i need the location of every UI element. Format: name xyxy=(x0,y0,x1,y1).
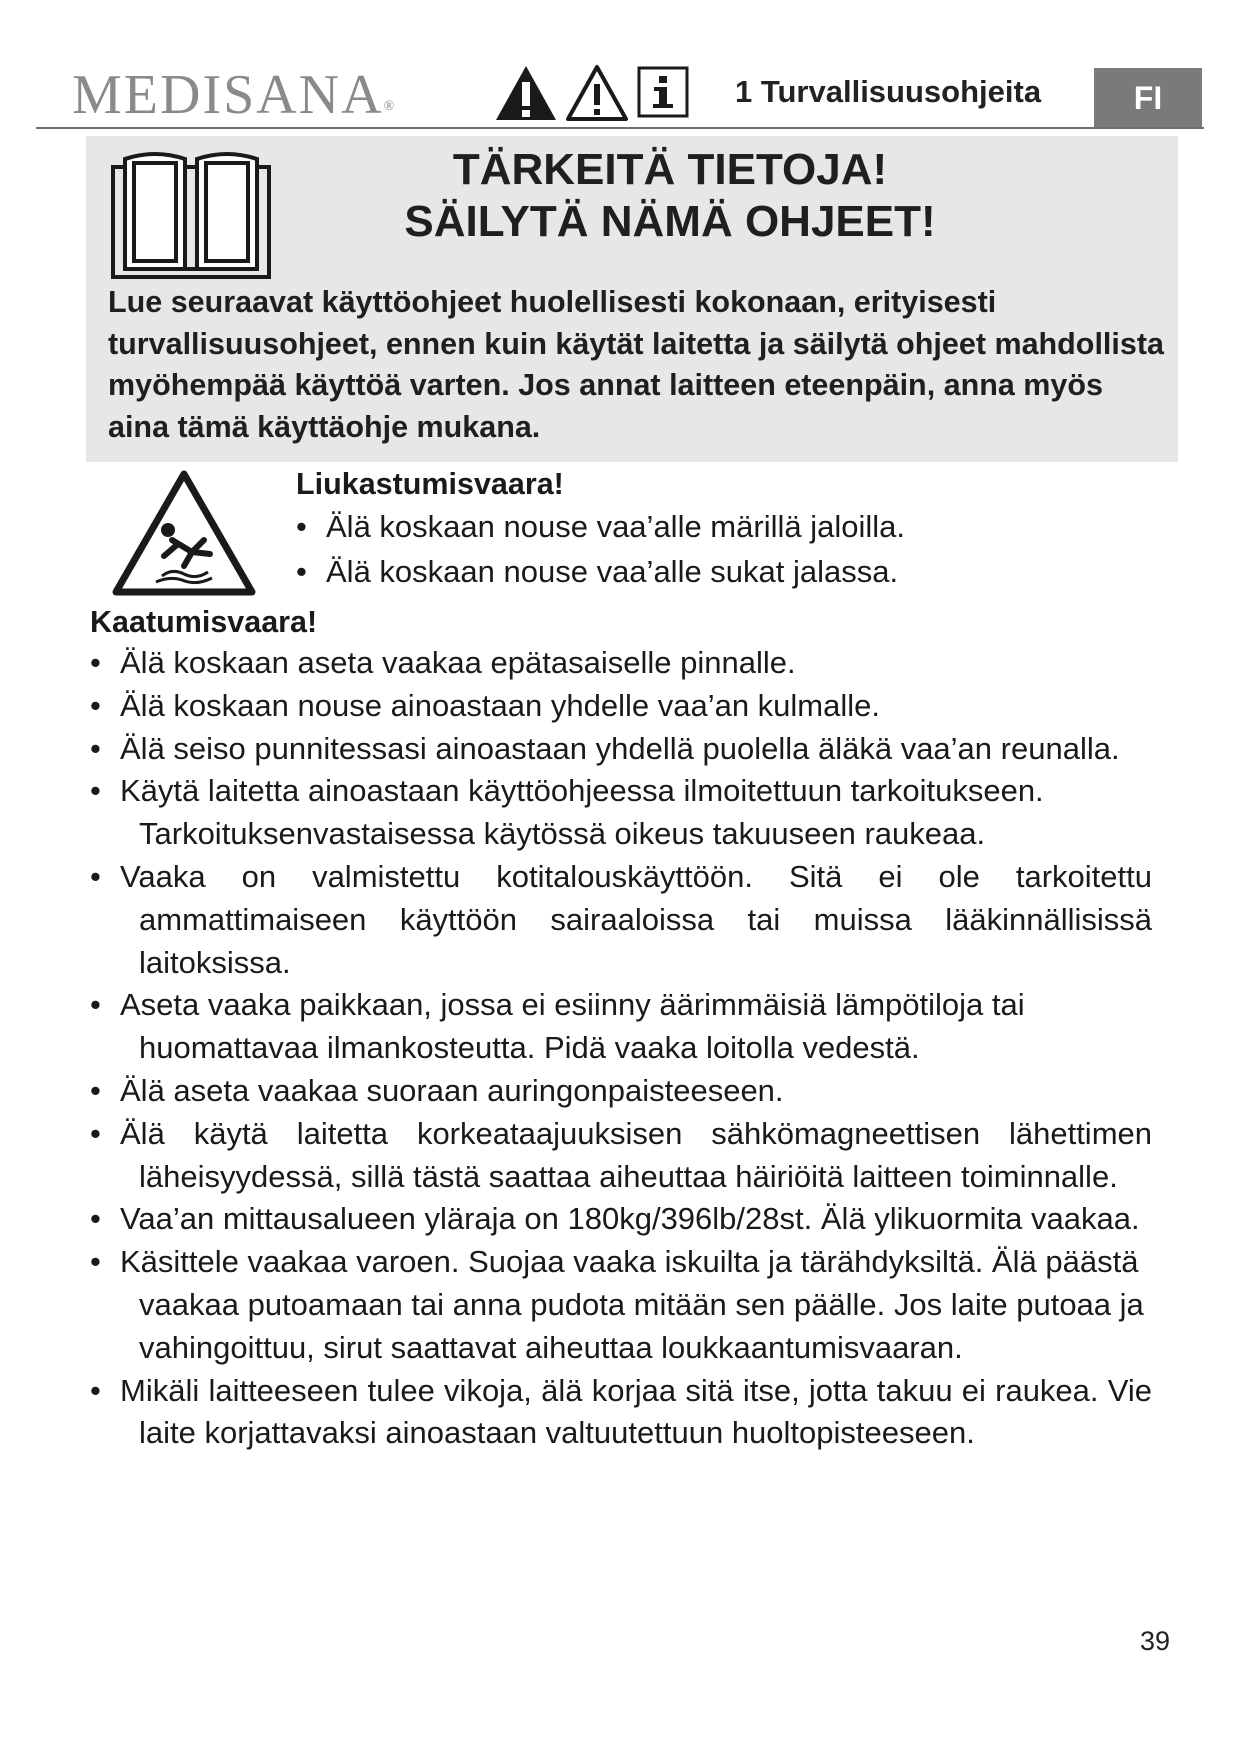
fall-hazard-heading: Kaatumisvaara! xyxy=(90,605,318,639)
list-item: • Älä käytä laitetta korkeataajuuksisen sähkömagneettisen lähettimen läheisyydessä, sillä tästä saattaa aiheuttaa häiriöitä laitteen toiminnalle. xyxy=(90,1113,1152,1199)
list-item: • Aseta vaaka paikkaan, jossa ei esiinny äärimmäisiä lämpötiloja tai huomattavaa ilmankosteutta. Pidä vaaka loitolla vedestä. xyxy=(90,984,1152,1070)
notice-body: Lue seuraavat käyttöohjeet huolellisesti kokonaan, erityisesti turvallisuusohjeet, ennen kuin käytät laitetta ja säilytä ohjeet mahdollista myöhempää käyttöä varten. Jos annat laitteen eteenpäin, anna myös aina tämä käyttäohje mukana. xyxy=(108,285,1164,444)
warning-icon xyxy=(565,64,629,122)
section-title: 1 Turvallisuusohjeita xyxy=(735,74,1042,109)
info-icon xyxy=(637,66,689,118)
list-item: • Älä aseta vaakaa suoraan auringonpaisteeseen. xyxy=(90,1070,1152,1113)
list-item: • Vaaka on valmistettu kotitalouskäyttöön. Sitä ei ole tarkoitettu ammattimaiseen käyttöön sairaaloissa tai muissa lääkinnällisissä laitoksissa. xyxy=(90,856,1152,984)
list-item: • Älä koskaan nouse vaa’alle märillä jaloilla. xyxy=(296,504,905,549)
notice-title-line-1: TÄRKEITÄ TIETOJA! xyxy=(452,145,888,194)
list-item: • Vaa’an mittausalueen yläraja on 180kg/396lb/28st. Älä ylikuormita vaakaa. xyxy=(90,1198,1152,1241)
list-item: • Käsittele vaakaa varoen. Suojaa vaaka iskuilta ja tärähdyksiltä. Älä päästä vaakaa putoamaan tai anna pudota mitään sen päälle. Jos laite putoaa ja vahingoittuu, sirut saattavat aiheuttaa loukkaantumisvaaran. xyxy=(90,1241,1152,1369)
language-tab: FI xyxy=(1094,68,1202,128)
notice-title-line-2: SÄILYTÄ NÄMÄ OHJEET! xyxy=(404,197,936,246)
header-divider xyxy=(36,127,1204,129)
book-icon xyxy=(110,145,272,281)
list-item: • Älä koskaan nouse ainoastaan yhdelle vaa’an kulmalle. xyxy=(90,685,1152,728)
fall-hazard-list xyxy=(90,642,1152,1455)
slip-hazard-list xyxy=(296,504,905,594)
list-item: • Älä koskaan nouse vaa’alle sukat jalassa. xyxy=(296,549,905,594)
danger-icon xyxy=(494,64,558,122)
list-item: • Älä seiso punnitessasi ainoastaan yhdellä puolella äläkä vaa’an reunalla. xyxy=(90,728,1152,771)
list-item: • Käytä laitetta ainoastaan käyttöohjeessa ilmoitettuun tarkoitukseen. Tarkoituksenvastaisessa käytössä oikeus takuuseen raukeaa. xyxy=(90,770,1152,856)
slip-hazard-icon xyxy=(112,470,256,598)
list-item: • Älä koskaan aseta vaakaa epätasaiselle pinnalle. xyxy=(90,642,1152,685)
page-header xyxy=(0,0,1241,135)
brand-logo: MEDISANA® xyxy=(72,64,397,126)
page-number: 39 xyxy=(1140,1626,1171,1656)
slip-hazard-heading: Liukastumisvaara! xyxy=(296,467,564,501)
list-item: • Mikäli laitteeseen tulee vikoja, älä korjaa sitä itse, jotta takuu ei raukea. Vie laite korjattavaksi ainoastaan valtuutettuun huoltopisteeseen. xyxy=(90,1370,1152,1456)
